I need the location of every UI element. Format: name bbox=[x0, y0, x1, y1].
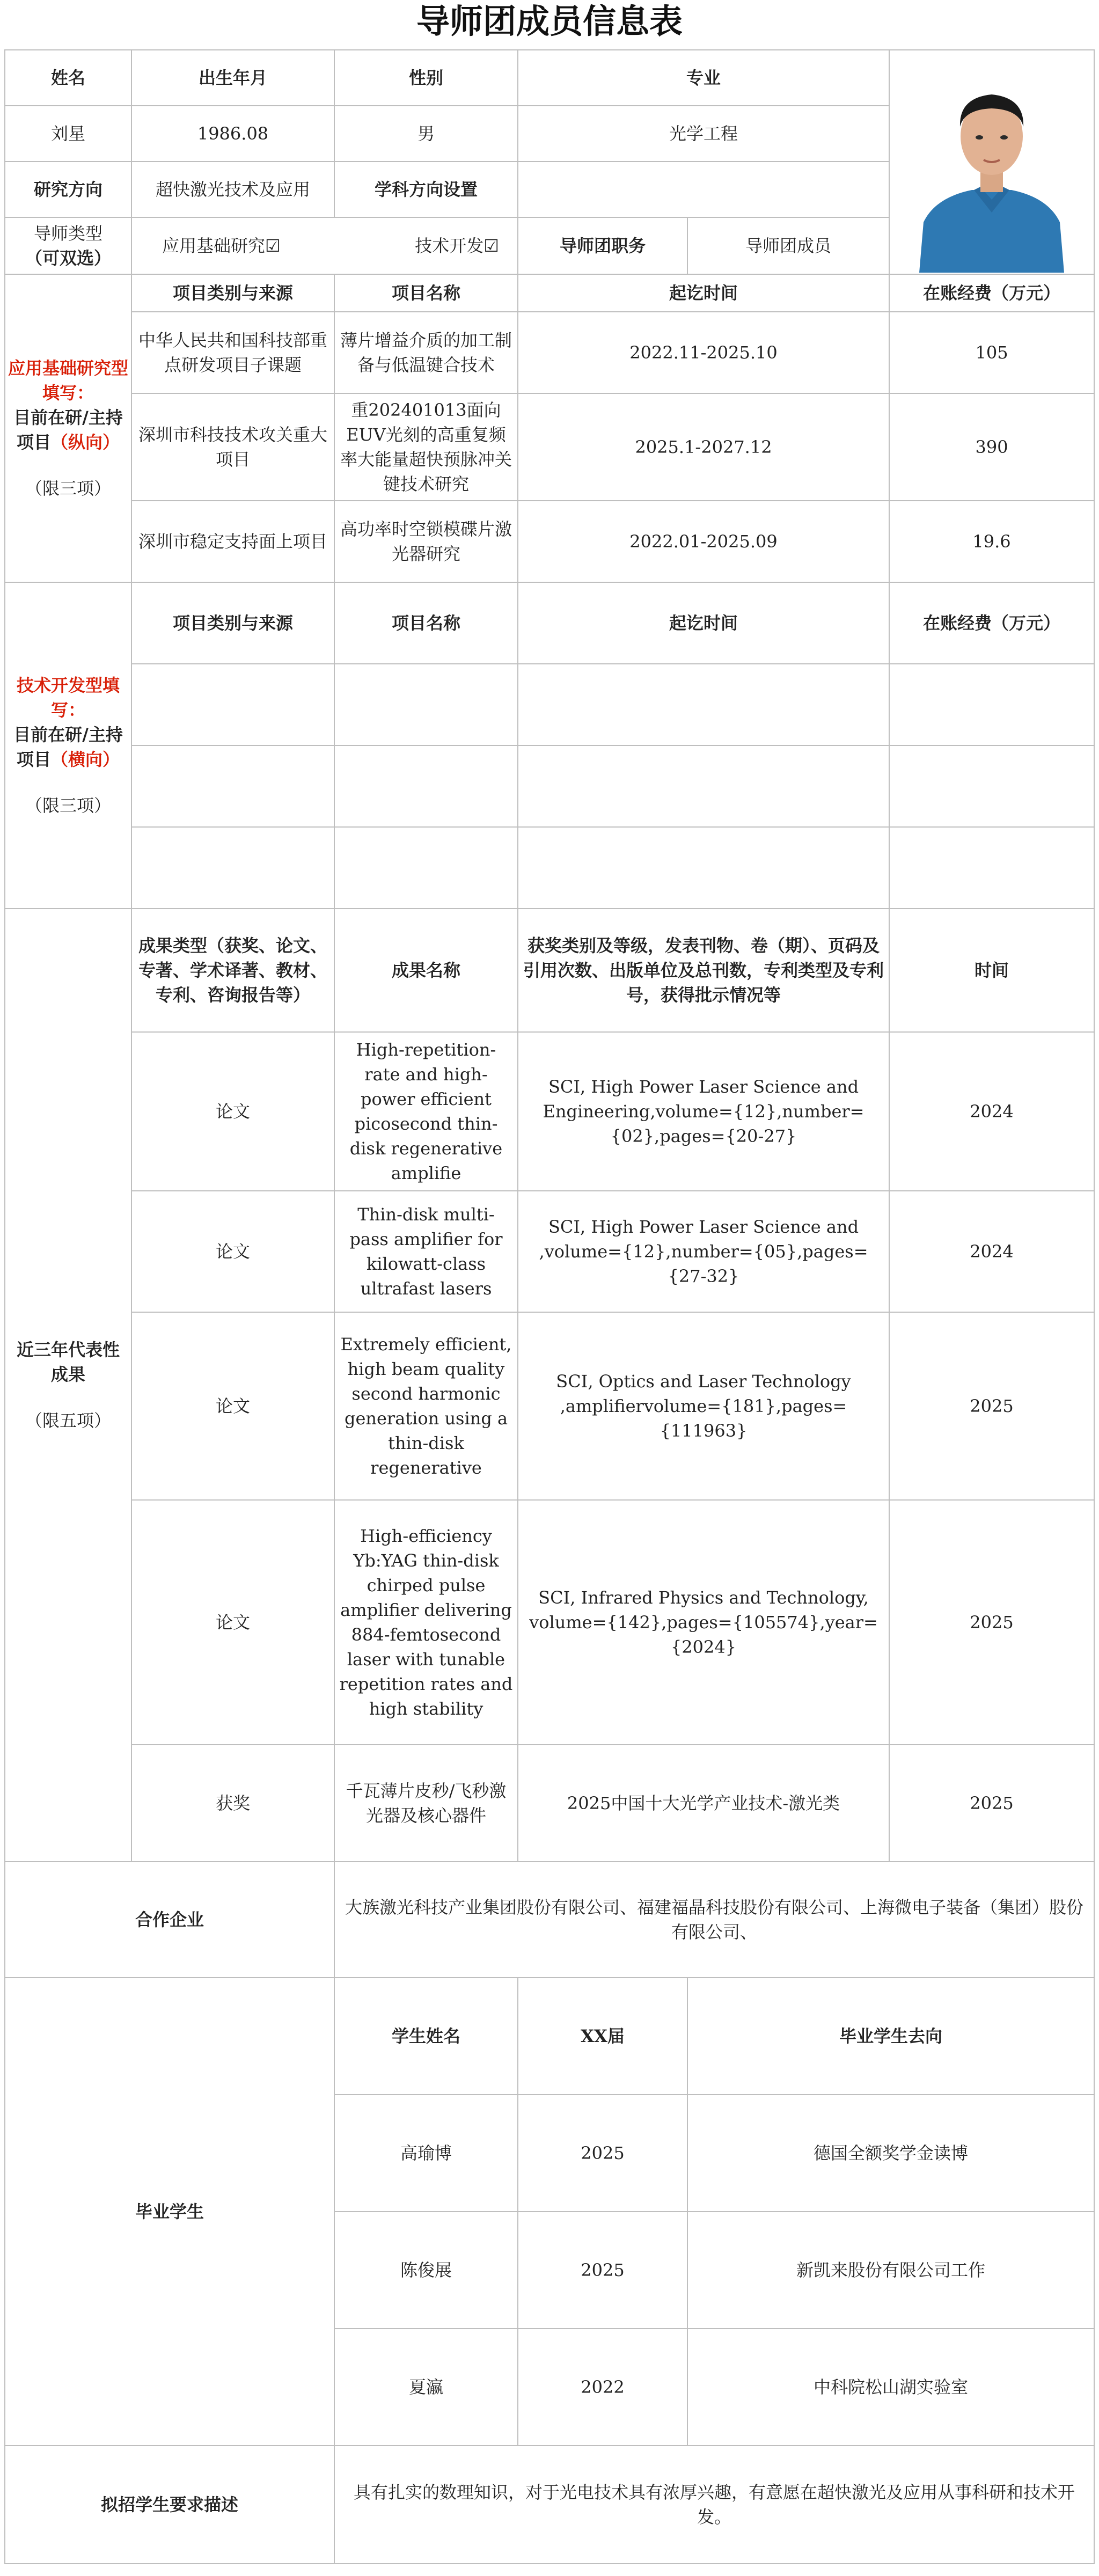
empty-cell bbox=[889, 745, 1094, 827]
achievement-type: 论文 bbox=[131, 1191, 334, 1312]
achievement-type: 论文 bbox=[131, 1312, 334, 1500]
empty-cell bbox=[131, 664, 334, 745]
major-label: 专业 bbox=[518, 50, 889, 106]
project-name: 重202401013面向EUV光刻的高重复频率大能量超快预脉冲关键技术研究 bbox=[334, 393, 518, 501]
duty-value: 导师团成员 bbox=[687, 217, 889, 274]
basic-projects-header bbox=[5, 274, 1094, 312]
header-period: 起讫时间 bbox=[518, 582, 889, 664]
discipline-label: 学科方向设置 bbox=[334, 162, 518, 217]
empty-cell bbox=[131, 827, 334, 909]
name-label: 姓名 bbox=[5, 50, 131, 106]
empty-cell bbox=[518, 827, 889, 909]
type-tech-checkbox[interactable]: 技术开发☑ bbox=[415, 236, 499, 256]
research-label: 研究方向 bbox=[5, 162, 131, 217]
info-table bbox=[4, 49, 1095, 2564]
achievement-type: 论文 bbox=[131, 1500, 334, 1745]
achievement-row bbox=[5, 1312, 1094, 1500]
page-title: 导师团成员信息表 bbox=[416, 2, 683, 41]
tech-projects-header bbox=[5, 582, 1094, 664]
header-source: 项目类别与来源 bbox=[131, 582, 334, 664]
graduate-name: 高瑜博 bbox=[334, 2095, 518, 2212]
achievement-year: 2024 bbox=[889, 1032, 1094, 1191]
gender-label: 性别 bbox=[334, 50, 518, 106]
graduates-header bbox=[5, 1978, 1094, 2095]
graduate-year: 2022 bbox=[518, 2329, 687, 2446]
achievement-name: Extremely efficient, high beam quality second harmonic generation using a thin-disk regenerative bbox=[334, 1312, 518, 1500]
project-period: 2022.11-2025.10 bbox=[518, 312, 889, 393]
graduate-year: 2025 bbox=[518, 2212, 687, 2329]
project-funds: 390 bbox=[889, 393, 1094, 501]
basic-project-row bbox=[5, 501, 1094, 582]
basic-projects-black-label: 目前在研/主持项目 bbox=[13, 407, 123, 452]
tech-projects-limit: （限三项） bbox=[25, 795, 111, 816]
project-funds: 105 bbox=[889, 312, 1094, 393]
requirement-label: 拟招学生要求描述 bbox=[5, 2446, 334, 2564]
header-class-year: XX届 bbox=[518, 1978, 687, 2095]
achievement-detail: SCI, Infrared Physics and Technology, volume={142},pages={105574},year={2024} bbox=[518, 1500, 889, 1745]
header-project-name: 项目名称 bbox=[334, 274, 518, 312]
basic-header-row bbox=[5, 50, 1094, 106]
project-source: 深圳市稳定支持面上项目 bbox=[131, 501, 334, 582]
empty-cell bbox=[334, 664, 518, 745]
header-destination: 毕业学生去向 bbox=[687, 1978, 1094, 2095]
header-achievement-type: 成果类型（获奖、论文、专著、学术译著、教材、专利、咨询报告等） bbox=[131, 909, 334, 1032]
header-funds: 在账经费（万元） bbox=[889, 274, 1094, 312]
header-achievement-detail: 获奖类别及等级，发表刊物、卷（期）、页码及引用次数、出版单位及总刊数，专利类型及专利号，获得批示情况等 bbox=[518, 909, 889, 1032]
achievements-limit: （限五项） bbox=[25, 1410, 111, 1431]
type-label-line2: （可双选） bbox=[25, 248, 111, 268]
empty-cell bbox=[334, 827, 518, 909]
achievement-name: High-efficiency Yb:YAG thin-disk chirped pulse amplifier delivering 884-femtosecond laser with tunable repetition rates and high stability bbox=[334, 1500, 518, 1745]
empty-cell bbox=[889, 664, 1094, 745]
achievement-row bbox=[5, 1745, 1094, 1862]
achievement-row bbox=[5, 1191, 1094, 1312]
project-source: 深圳市科技技术攻关重大项目 bbox=[131, 393, 334, 501]
header-achievement-name: 成果名称 bbox=[334, 909, 518, 1032]
basic-projects-vertical-label: （纵向） bbox=[51, 432, 120, 452]
tech-projects-label bbox=[5, 582, 131, 909]
achievement-year: 2025 bbox=[889, 1500, 1094, 1745]
empty-cell bbox=[518, 664, 889, 745]
research-value: 超快激光技术及应用 bbox=[131, 162, 334, 217]
partners-label: 合作企业 bbox=[5, 1862, 334, 1978]
achievement-year: 2024 bbox=[889, 1191, 1094, 1312]
header-source: 项目类别与来源 bbox=[131, 274, 334, 312]
birth-value: 1986.08 bbox=[131, 106, 334, 162]
basic-projects-limit: （限三项） bbox=[25, 478, 111, 499]
empty-cell bbox=[518, 745, 889, 827]
graduate-name: 夏瀛 bbox=[334, 2329, 518, 2446]
graduate-destination: 新凯来股份有限公司工作 bbox=[687, 2212, 1094, 2329]
header-project-name: 项目名称 bbox=[334, 582, 518, 664]
header-student-name: 学生姓名 bbox=[334, 1978, 518, 2095]
birth-label: 出生年月 bbox=[131, 50, 334, 106]
achievements-label bbox=[5, 909, 131, 1862]
achievement-row bbox=[5, 1500, 1094, 1745]
empty-cell bbox=[131, 745, 334, 827]
photo-cell bbox=[889, 50, 1094, 274]
achievement-name: Thin-disk multi-pass amplifier for kilowatt-class ultrafast lasers bbox=[334, 1191, 518, 1312]
type-basic-checkbox[interactable]: 应用基础研究☑ bbox=[162, 236, 281, 256]
requirement-value: 具有扎实的数理知识，对于光电技术具有浓厚兴趣，有意愿在超快激光及应用从事科研和技术开发。 bbox=[334, 2446, 1094, 2564]
achievement-detail: SCI, High Power Laser Science and ,volume={12},number={05},pages={27-32} bbox=[518, 1191, 889, 1312]
basic-projects-red-label: 应用基础研究型填写： bbox=[8, 358, 128, 403]
header-achievement-year: 时间 bbox=[889, 909, 1094, 1032]
basic-projects-label bbox=[5, 274, 131, 582]
achievements-header bbox=[5, 909, 1094, 1032]
project-name: 高功率时空锁模碟片激光器研究 bbox=[334, 501, 518, 582]
type-label bbox=[5, 217, 131, 274]
graduate-year: 2025 bbox=[518, 2095, 687, 2212]
achievement-year: 2025 bbox=[889, 1312, 1094, 1500]
achievement-detail: SCI, Optics and Laser Technology ,amplifiervolume={181},pages={111963} bbox=[518, 1312, 889, 1500]
portrait-image bbox=[914, 52, 1069, 273]
graduates-label: 毕业学生 bbox=[5, 1978, 334, 2446]
type-options bbox=[131, 217, 518, 274]
achievements-label-text: 近三年代表性成果 bbox=[16, 1340, 120, 1385]
achievement-detail: SCI, High Power Laser Science and Engineering,volume={12},number={02},pages={20-27} bbox=[518, 1032, 889, 1191]
header-period: 起讫时间 bbox=[518, 274, 889, 312]
tech-project-row-empty bbox=[5, 827, 1094, 909]
tech-projects-horizontal-label: （横向） bbox=[51, 749, 120, 770]
tech-project-row-empty bbox=[5, 745, 1094, 827]
duty-label: 导师团职务 bbox=[518, 217, 687, 274]
major-value: 光学工程 bbox=[518, 106, 889, 162]
gender-value: 男 bbox=[334, 106, 518, 162]
achievement-name: High-repetition-rate and high-power efficient picosecond thin-disk regenerative amplifie bbox=[334, 1032, 518, 1191]
tech-project-row-empty bbox=[5, 664, 1094, 745]
graduate-destination: 德国全额奖学金读博 bbox=[687, 2095, 1094, 2212]
graduate-destination: 中科院松山湖实验室 bbox=[687, 2329, 1094, 2446]
graduate-name: 陈俊展 bbox=[334, 2212, 518, 2329]
achievement-name: 千瓦薄片皮秒/飞秒激光器及核心器件 bbox=[334, 1745, 518, 1862]
tech-projects-red-label: 技术开发型填写： bbox=[16, 675, 120, 720]
name-value: 刘星 bbox=[5, 106, 131, 162]
achievement-type: 论文 bbox=[131, 1032, 334, 1191]
empty-cell bbox=[889, 827, 1094, 909]
type-label-line1: 导师类型 bbox=[33, 223, 102, 244]
empty-cell bbox=[334, 745, 518, 827]
achievement-row bbox=[5, 1032, 1094, 1191]
partners-value: 大族激光科技产业集团股份有限公司、福建福晶科技股份有限公司、上海微电子装备（集团）股份有限公司、 bbox=[334, 1862, 1094, 1978]
achievement-detail: 2025中国十大光学产业技术-激光类 bbox=[518, 1745, 889, 1862]
tech-projects-black-label: 目前在研/主持项目 bbox=[13, 724, 123, 770]
project-period: 2025.1-2027.12 bbox=[518, 393, 889, 501]
header-funds: 在账经费（万元） bbox=[889, 582, 1094, 664]
project-source: 中华人民共和国科技部重点研发项目子课题 bbox=[131, 312, 334, 393]
requirement-row bbox=[5, 2446, 1094, 2564]
portrait-photo bbox=[914, 52, 1069, 273]
achievement-year: 2025 bbox=[889, 1745, 1094, 1862]
project-funds: 19.6 bbox=[889, 501, 1094, 582]
project-period: 2022.01-2025.09 bbox=[518, 501, 889, 582]
basic-project-row bbox=[5, 312, 1094, 393]
project-name: 薄片增益介质的加工制备与低温键合技术 bbox=[334, 312, 518, 393]
basic-project-row bbox=[5, 393, 1094, 501]
discipline-value bbox=[518, 162, 889, 217]
achievement-type: 获奖 bbox=[131, 1745, 334, 1862]
partners-row bbox=[5, 1862, 1094, 1978]
